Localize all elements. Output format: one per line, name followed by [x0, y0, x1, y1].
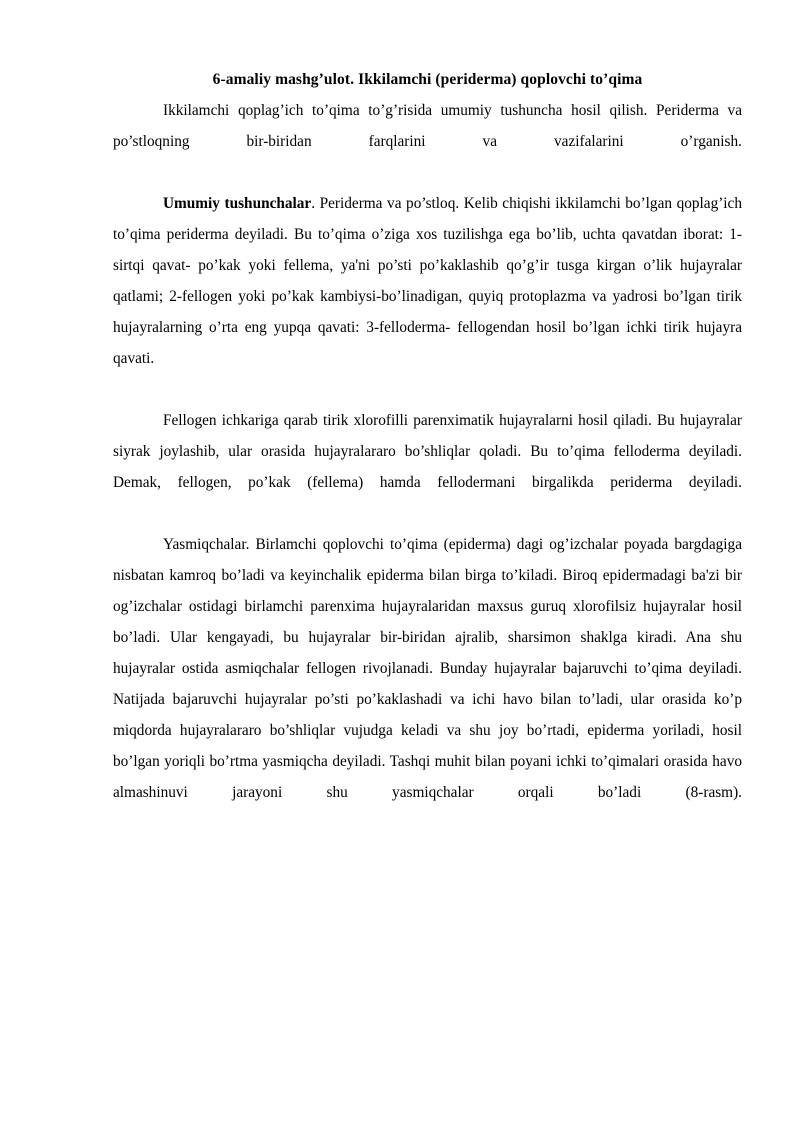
paragraph-general-concepts: [113, 188, 742, 405]
paragraph-intro: Ikkilamchi qoplag’ich to’qima to’g’risida umumiy tushuncha hosil qilish. Periderma va po’stloqning bir-biridan farqlarini va vazifalarini o’rganish.: [113, 102, 742, 150]
paragraph-yasmiqchalar: Yasmiqchalar. Birlamchi qoplovchi to’qima (epiderma) dagi og’izchalar poyada bargdagiga nisbatan kamroq bo’ladi va keyinchalik epiderma bilan birga to’kiladi. Biroq epidermadagi ba'zi bir og’izchalar ostidagi birlamchi parenxima hujayralaridan maxsus guruq xlorofilsiz hujayralar hosil bo’ladi. Ular kengayadi, bu hujayralar bir-biridan ajralib, sharsimon shaklga kiradi. Ana shu hujayralar ostida asmiqchalar fellogen rivojlanadi. Bunday hujayralar bajaruvchi to’qima deyiladi. Natijada bajaruvchi hujayralar po’sti po’kaklashadi va ichi havo bilan to’ladi, ular orasida ko’p miqdorda hujayralararo bo’shliqlar vujudga keladi va shu joy bo’rtadi, epiderma yoriladi, hosil bo’lgan yoriqli bo’rtma yasmiqcha deyiladi. Tashqi muhit bilan poyani ichki to’qimalari orasida havo almashinuvi jarayoni shu yasmiqchalar orqali bo’ladi (8-rasm).: [113, 536, 742, 801]
paragraph-lead-bold: Umumiy tushunchalar: [163, 195, 312, 212]
page-title: 6-amaliy mashg’ulot. Ikkilamchi (periderma) qoplovchi to’qima: [212, 71, 643, 88]
document-body: [113, 64, 742, 839]
paragraph-fellogen: Fellogen ichkariga qarab tirik xlorofilli parenximatik hujayralarni hosil qiladi. Bu hujayralar siyrak joylashib, ular orasida hujayralararo bo’shliqlar qoladi. Bu to’qima felloderma deyiladi. Demak, fellogen, po’kak (fellema) hamda fellodermani birgalikda periderma deyiladi.: [113, 412, 742, 491]
paragraph-general-concepts-text: . Periderma va po’stloq. Kelib chiqishi ikkilamchi bo’lgan qoplag’ich to’qima periderma deyiladi. Bu to’qima o’ziga xos tuzilishga ega bo’lib, uchta qavatdan iborat: 1-sirtqi qavat- po’kak yoki fellema, ya'ni po’sti po’kaklashib qo’g’ir tusga kirgan o’lik hujayralar qatlami; 2-fellogen yoki po’kak kambiysi-bo’linadigan, quyiq protoplazma va yadrosi bo’lgan tirik hujayralarning o’rta eng yupqa qavati: 3-felloderma- fellogendan hosil bo’lgan ichki tirik hujayra qavati.: [113, 195, 742, 367]
